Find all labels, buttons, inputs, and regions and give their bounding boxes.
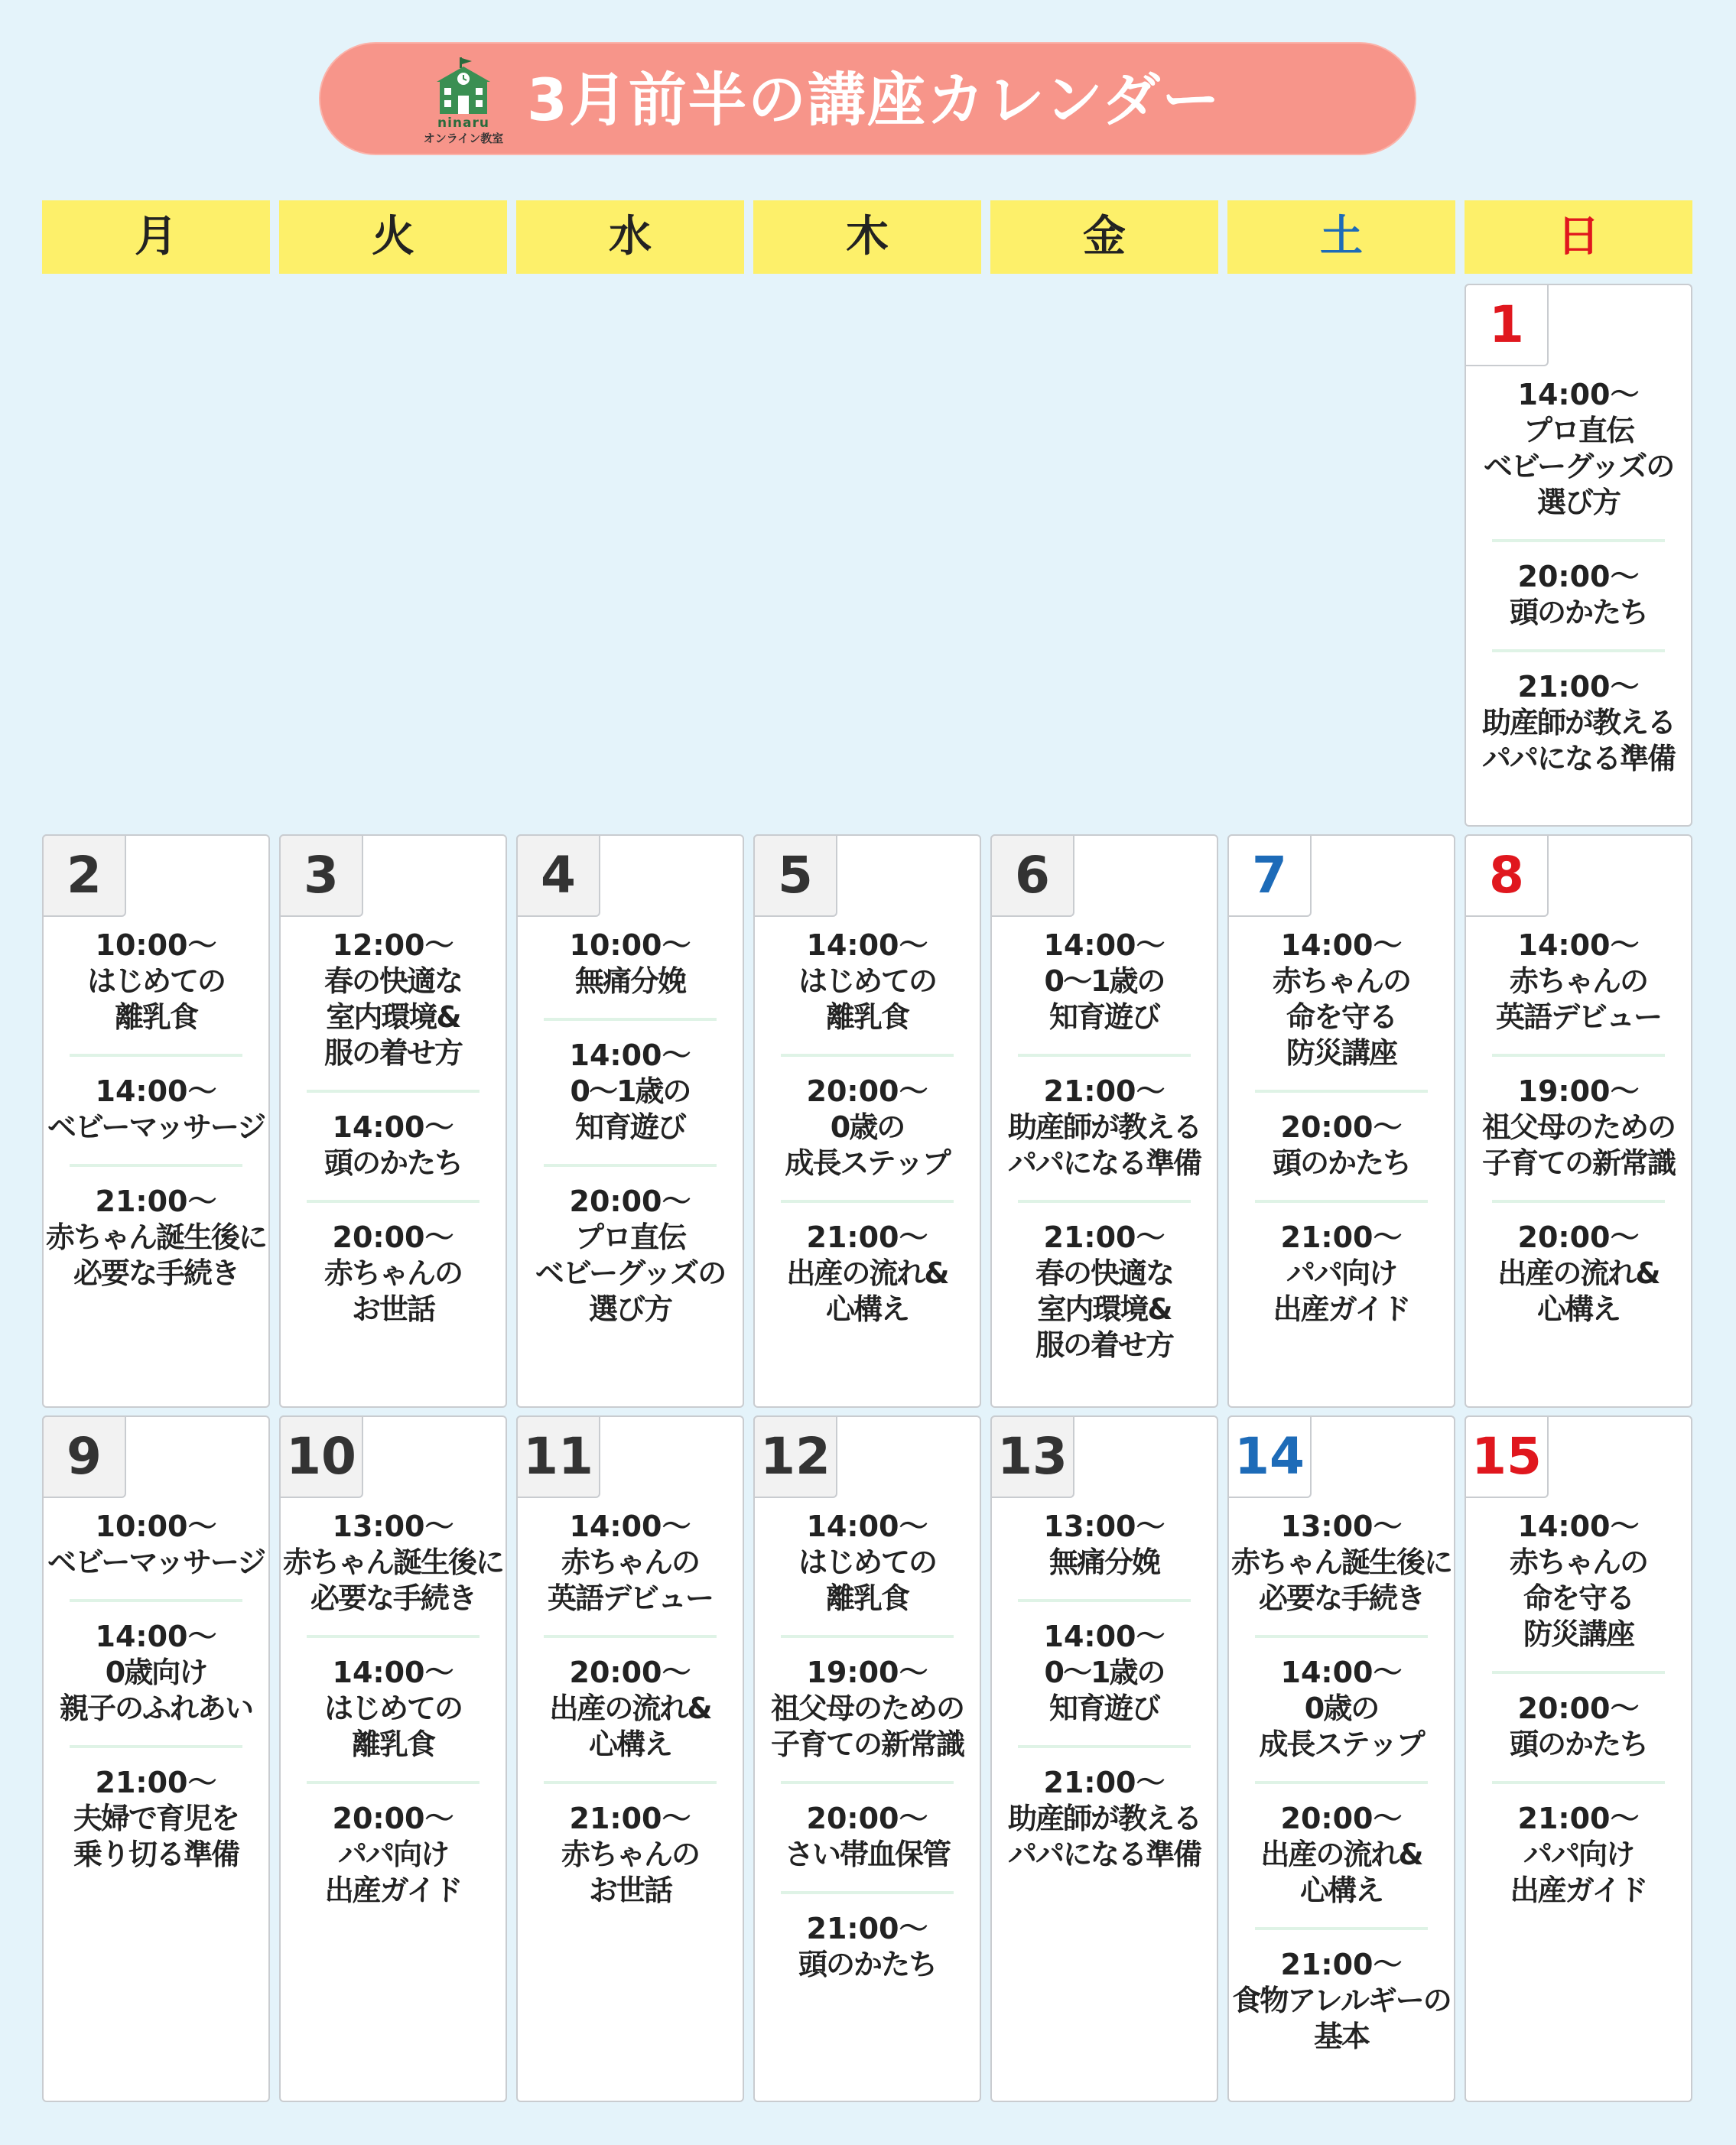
event-title: 祖父母のための 子育ての新常識 <box>1481 1110 1675 1180</box>
event-title: 赤ちゃんの 英語デビュー <box>1495 964 1661 1034</box>
logo-subtitle: オンライン教室 <box>423 132 504 145</box>
event-title: 0歳の 成長ステップ <box>1259 1692 1424 1761</box>
event-separator <box>544 1018 717 1021</box>
event-title: 0〜1歳の 知育遊び <box>1044 964 1165 1034</box>
title-banner <box>319 42 1416 155</box>
event-separator <box>1255 1090 1428 1093</box>
event-separator <box>781 1891 954 1894</box>
event-title: パパ向け 出産ガイド <box>324 1838 462 1907</box>
event-separator <box>1255 1635 1428 1638</box>
calendar-day-cell <box>42 834 270 1408</box>
event-separator <box>781 1635 954 1638</box>
event-title: 無痛分娩 <box>1048 1545 1159 1579</box>
event-time: 20:00〜 <box>569 1656 691 1689</box>
calendar-day-cell <box>990 834 1218 1408</box>
event-time: 10:00〜 <box>95 1510 217 1543</box>
event-time: 21:00〜 <box>1043 1220 1165 1254</box>
event-separator <box>544 1781 717 1784</box>
event-time: 21:00〜 <box>1043 1766 1165 1799</box>
event-time: 20:00〜 <box>332 1220 454 1254</box>
event-time: 14:00〜 <box>1280 1656 1403 1689</box>
event-list <box>281 1509 506 1909</box>
event-separator <box>1018 1200 1191 1203</box>
event-title: 春の快適な 室内環境& 服の着せ方 <box>1035 1256 1173 1362</box>
school-building-icon <box>414 56 513 117</box>
event-time: 13:00〜 <box>1043 1510 1165 1543</box>
date-number: 10 <box>279 1415 363 1498</box>
event-time: 20:00〜 <box>332 1802 454 1835</box>
event-time: 20:00〜 <box>1280 1110 1403 1144</box>
event-separator <box>781 1054 954 1057</box>
event-separator <box>1255 1781 1428 1784</box>
date-number: 6 <box>990 834 1074 917</box>
event-separator <box>70 1054 242 1057</box>
page-title: 3月前半の講座カレンダー <box>527 66 1221 134</box>
event-title: ベビーマッサージ <box>47 1545 265 1579</box>
event-list <box>44 928 268 1292</box>
weekday-header: 月 <box>42 200 270 274</box>
event-separator <box>781 1200 954 1203</box>
event-list <box>992 928 1217 1363</box>
event-time: 14:00〜 <box>332 1656 454 1689</box>
event-separator <box>70 1164 242 1167</box>
event-time: 14:00〜 <box>1517 1510 1640 1543</box>
event-separator <box>781 1781 954 1784</box>
event-time: 14:00〜 <box>332 1110 454 1144</box>
event-time: 14:00〜 <box>1043 1620 1165 1653</box>
calendar-day-cell <box>516 834 744 1408</box>
event-separator <box>1492 1200 1665 1203</box>
event-title: 出産の流れ& 心構え <box>1497 1256 1660 1326</box>
event-time: 13:00〜 <box>1280 1510 1403 1543</box>
event-title: プロ直伝 ベビーグッズの 選び方 <box>535 1220 726 1326</box>
event-title: はじめての 離乳食 <box>798 1545 936 1615</box>
date-number: 7 <box>1227 834 1312 917</box>
event-list <box>44 1509 268 1873</box>
event-time: 21:00〜 <box>1280 1948 1403 1981</box>
date-number: 15 <box>1465 1415 1549 1498</box>
event-title: 出産の流れ& 心構え <box>1260 1838 1422 1907</box>
event-separator <box>70 1599 242 1602</box>
event-title: 0〜1歳の 知育遊び <box>1044 1656 1165 1725</box>
event-list <box>1466 377 1691 777</box>
event-title: 赤ちゃん誕生後に 必要な手続き <box>282 1545 503 1615</box>
event-separator <box>307 1635 480 1638</box>
date-number: 4 <box>516 834 600 917</box>
weekday-header: 土 <box>1227 200 1455 274</box>
event-time: 21:00〜 <box>1280 1220 1403 1254</box>
event-title: パパ向け 出産ガイド <box>1510 1838 1647 1907</box>
event-time: 19:00〜 <box>1517 1074 1640 1108</box>
event-title: 助産師が教える パパになる準備 <box>1007 1802 1201 1871</box>
event-title: さい帯血保管 <box>784 1838 950 1871</box>
event-title: はじめての 離乳食 <box>798 964 936 1034</box>
weekday-header: 水 <box>516 200 744 274</box>
event-time: 14:00〜 <box>569 1038 691 1072</box>
event-separator <box>1018 1599 1191 1602</box>
event-list <box>518 1509 743 1909</box>
event-title: 頭のかたち <box>1509 1727 1647 1761</box>
date-number: 14 <box>1227 1415 1312 1498</box>
event-title: 夫婦で育児を 乗り切る準備 <box>73 1802 239 1871</box>
event-time: 21:00〜 <box>95 1766 217 1799</box>
event-title: 赤ちゃん誕生後に 必要な手続き <box>45 1220 266 1290</box>
event-title: 春の快適な 室内環境& 服の着せ方 <box>323 964 462 1070</box>
event-title: 赤ちゃんの 命を守る 防災講座 <box>1509 1545 1647 1651</box>
event-title: 無痛分娩 <box>574 964 685 998</box>
event-list <box>1229 1509 1454 2055</box>
calendar-day-cell <box>753 834 981 1408</box>
event-list <box>755 1509 980 1983</box>
calendar-day-cell <box>753 1415 981 2102</box>
event-title: はじめての 離乳食 <box>323 1692 462 1761</box>
event-time: 14:00〜 <box>1043 928 1165 962</box>
date-number: 1 <box>1465 284 1549 366</box>
event-time: 20:00〜 <box>1280 1802 1403 1835</box>
event-separator <box>1018 1054 1191 1057</box>
event-time: 21:00〜 <box>95 1185 217 1218</box>
event-title: 赤ちゃんの お世話 <box>323 1256 462 1326</box>
event-time: 14:00〜 <box>95 1620 217 1653</box>
ninaru-logo <box>414 56 513 146</box>
date-number: 9 <box>42 1415 126 1498</box>
event-time: 14:00〜 <box>569 1510 691 1543</box>
event-separator <box>1492 1781 1665 1784</box>
event-title: 食物アレルギーの 基本 <box>1232 1984 1451 2053</box>
event-time: 21:00〜 <box>569 1802 691 1835</box>
event-time: 20:00〜 <box>1517 1692 1640 1725</box>
event-title: 頭のかたち <box>1509 596 1647 629</box>
date-number: 3 <box>279 834 363 917</box>
event-separator <box>1492 539 1665 542</box>
event-time: 21:00〜 <box>1517 1802 1640 1835</box>
event-time: 20:00〜 <box>569 1185 691 1218</box>
event-separator <box>1018 1745 1191 1748</box>
event-title: 赤ちゃんの 命を守る 防災講座 <box>1272 964 1410 1070</box>
event-separator <box>307 1200 480 1203</box>
weekday-header: 日 <box>1465 200 1692 274</box>
event-title: 出産の流れ& 心構え <box>549 1692 711 1761</box>
event-list <box>992 1509 1217 1873</box>
event-time: 14:00〜 <box>1517 928 1640 962</box>
calendar-day-cell <box>1227 834 1455 1408</box>
event-time: 14:00〜 <box>806 928 928 962</box>
event-time: 21:00〜 <box>1043 1074 1165 1108</box>
event-time: 14:00〜 <box>806 1510 928 1543</box>
event-time: 12:00〜 <box>332 928 454 962</box>
calendar-day-cell <box>516 1415 744 2102</box>
date-number: 13 <box>990 1415 1074 1498</box>
event-title: 頭のかたち <box>798 1948 936 1981</box>
event-time: 19:00〜 <box>806 1656 928 1689</box>
event-time: 20:00〜 <box>806 1802 928 1835</box>
weekday-header: 木 <box>753 200 981 274</box>
weekday-header: 金 <box>990 200 1218 274</box>
event-title: 出産の流れ& 心構え <box>786 1256 948 1326</box>
event-title: 赤ちゃんの お世話 <box>561 1838 699 1907</box>
event-list <box>755 928 980 1328</box>
calendar-day-cell <box>279 1415 507 2102</box>
date-number: 8 <box>1465 834 1549 917</box>
event-time: 13:00〜 <box>332 1510 454 1543</box>
event-title: はじめての 離乳食 <box>86 964 225 1034</box>
event-separator <box>544 1635 717 1638</box>
event-separator <box>307 1781 480 1784</box>
event-time: 20:00〜 <box>806 1074 928 1108</box>
event-title: 0〜1歳の 知育遊び <box>570 1074 691 1144</box>
calendar-day-cell <box>1465 1415 1692 2102</box>
event-title: 助産師が教える パパになる準備 <box>1007 1110 1201 1180</box>
event-title: 助産師が教える パパになる準備 <box>1481 706 1675 775</box>
date-number: 11 <box>516 1415 600 1498</box>
calendar-day-cell <box>1465 834 1692 1408</box>
event-title: 赤ちゃん誕生後に 必要な手続き <box>1230 1545 1452 1615</box>
event-title: 0歳向け 親子のふれあい <box>59 1656 252 1725</box>
event-title: ベビーマッサージ <box>47 1110 265 1144</box>
event-title: 赤ちゃんの 英語デビュー <box>547 1545 713 1615</box>
event-time: 14:00〜 <box>1517 378 1640 411</box>
event-time: 21:00〜 <box>806 1912 928 1945</box>
event-list <box>1466 928 1691 1328</box>
date-number: 12 <box>753 1415 837 1498</box>
event-title: プロ直伝 ベビーグッズの 選び方 <box>1483 414 1674 519</box>
event-separator <box>544 1164 717 1167</box>
event-time: 10:00〜 <box>95 928 217 962</box>
calendar-day-cell <box>42 1415 270 2102</box>
event-list <box>1229 928 1454 1328</box>
event-separator <box>1492 1054 1665 1057</box>
calendar-day-cell <box>1465 284 1692 827</box>
weekday-header: 火 <box>279 200 507 274</box>
event-title: パパ向け 出産ガイド <box>1273 1256 1410 1326</box>
event-time: 14:00〜 <box>95 1074 217 1108</box>
event-separator <box>1255 1927 1428 1930</box>
event-title: 頭のかたち <box>323 1146 462 1180</box>
date-number: 2 <box>42 834 126 917</box>
event-separator <box>1255 1200 1428 1203</box>
date-number: 5 <box>753 834 837 917</box>
event-time: 10:00〜 <box>569 928 691 962</box>
event-time: 14:00〜 <box>1280 928 1403 962</box>
calendar-day-cell <box>279 834 507 1408</box>
event-time: 20:00〜 <box>1517 560 1640 593</box>
event-separator <box>1492 1671 1665 1674</box>
event-title: 0歳の 成長ステップ <box>785 1110 950 1180</box>
calendar-day-cell <box>1227 1415 1455 2102</box>
event-time: 20:00〜 <box>1517 1220 1640 1254</box>
event-list <box>281 928 506 1328</box>
event-list <box>1466 1509 1691 1909</box>
calendar-day-cell <box>990 1415 1218 2102</box>
event-time: 21:00〜 <box>1517 670 1640 704</box>
event-time: 21:00〜 <box>806 1220 928 1254</box>
event-separator <box>1492 649 1665 652</box>
logo-brand-text: ninaru <box>437 115 489 131</box>
event-title: 頭のかたち <box>1272 1146 1410 1180</box>
event-list <box>518 928 743 1328</box>
event-separator <box>307 1090 480 1093</box>
event-title: 祖父母のための 子育ての新常識 <box>770 1692 964 1761</box>
event-separator <box>70 1745 242 1748</box>
